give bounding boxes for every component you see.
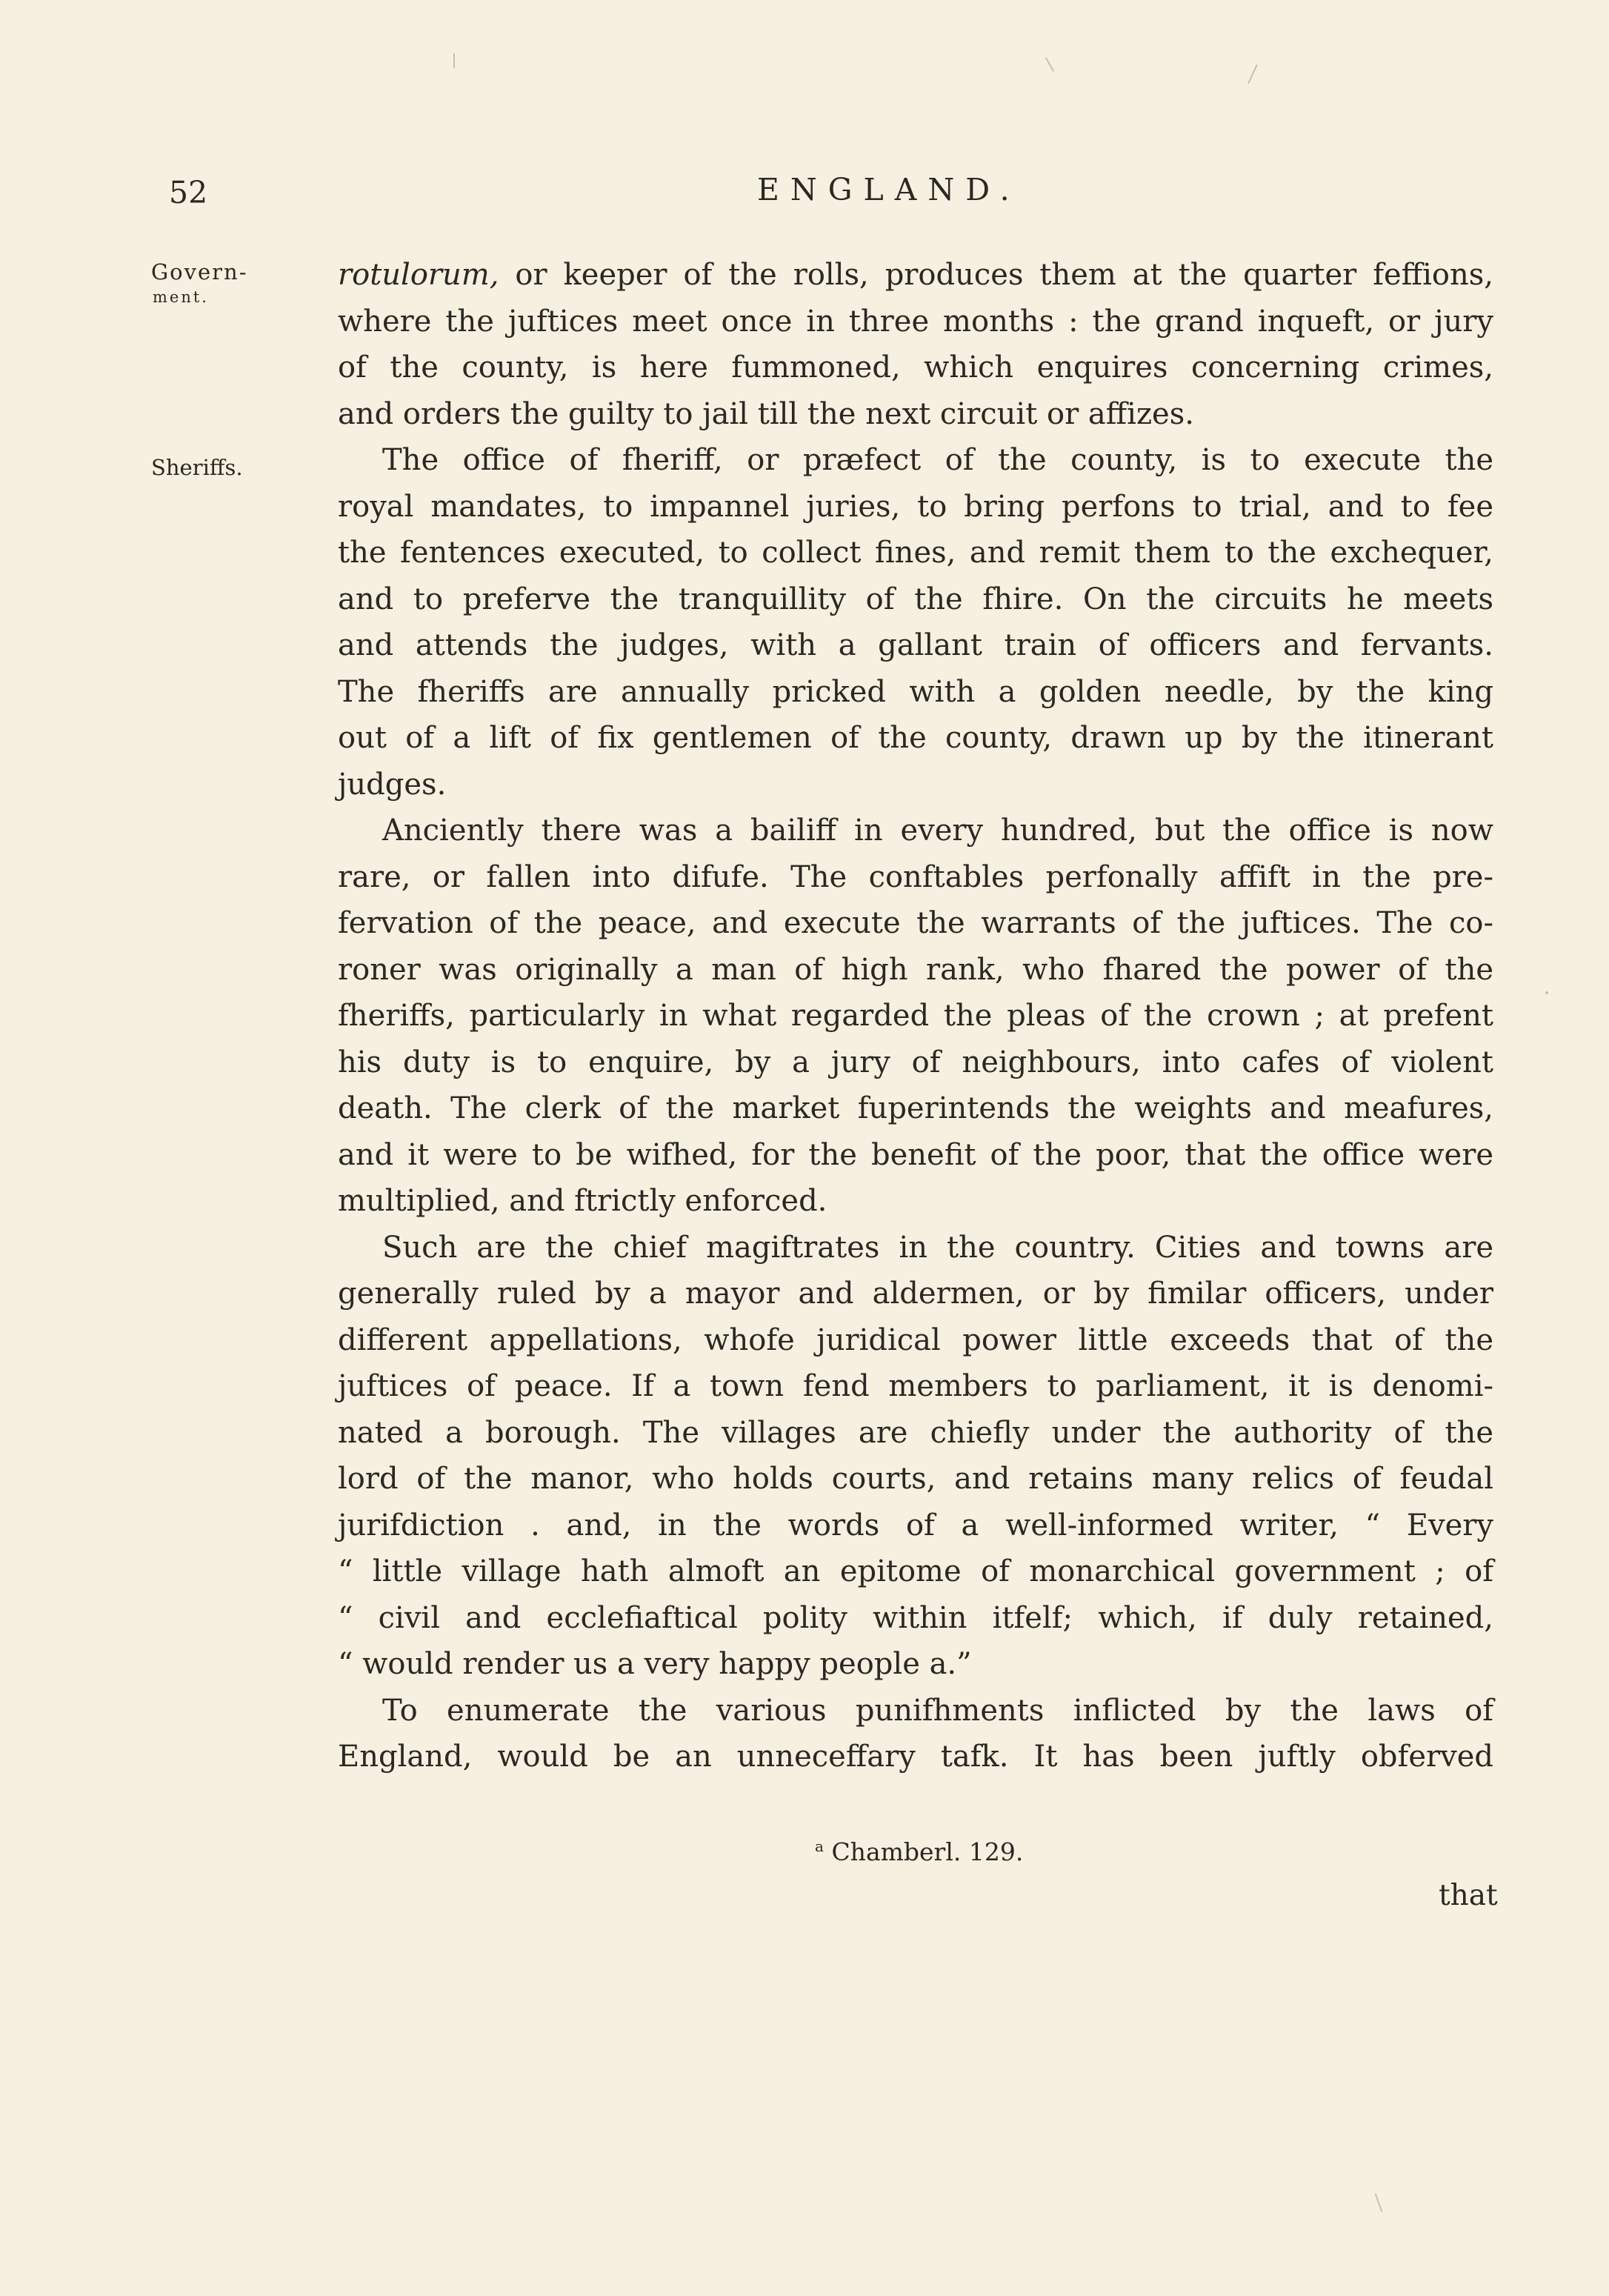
- text-line: [338, 1456, 1493, 1503]
- text-line: [338, 808, 1493, 854]
- text-line-content: multiplied, and ftrictly enforced.: [338, 1184, 827, 1218]
- text-line: [338, 1271, 1493, 1317]
- running-title: ENGLAND.: [757, 172, 1021, 207]
- text-line-content: England, would be an unneceffary tafk. It has been juftly obferved: [338, 1740, 1493, 1774]
- footnote-text: Chamberl. 129.: [831, 1837, 1024, 1866]
- page-number: 52: [169, 175, 208, 210]
- text-line-content: different appellations, whofe juridical power little exceeds that of the: [338, 1322, 1493, 1357]
- text-line: [338, 437, 1493, 484]
- text-line: [338, 900, 1493, 947]
- text-line-content: “ would render us a very happy people a.”: [338, 1647, 972, 1681]
- text-line-content: fervation of the peace, and execute the warrants of the juftices. The co-: [338, 906, 1493, 940]
- margin-note-government-line2: ment.: [153, 288, 209, 306]
- text-line-content: the fentences executed, to collect fines, and remit them to the exchequer,: [338, 536, 1493, 570]
- text-line: [338, 252, 1493, 299]
- text-line: [338, 1734, 1493, 1780]
- text-line: [338, 993, 1493, 1039]
- text-line-content: Anciently there was a bailiff in every hundred, but the office is now: [382, 813, 1493, 848]
- text-line: [338, 762, 1493, 808]
- text-line-content: “ civil and ecclefiaftical polity within itfelf; which, if duly retained,: [338, 1600, 1493, 1635]
- text-line-content: and it were to be wifhed, for the benefit of the poor, that the office were: [338, 1137, 1493, 1172]
- margin-note-government-line1: Govern-: [151, 259, 248, 284]
- text-line: [338, 345, 1493, 391]
- text-line: [338, 1688, 1493, 1734]
- italic-term: rotulorum,: [338, 258, 499, 292]
- text-line: [338, 299, 1493, 345]
- text-line-content: jurifdiction . and, in the words of a well-informed writer, “ Every: [338, 1508, 1493, 1543]
- text-line-content: and attends the judges, with a gallant train of officers and fervants.: [338, 628, 1493, 662]
- text-line-content: juftices of peace. If a town fend members to parliament, it is denomi-: [338, 1369, 1493, 1403]
- text-line-content: fheriffs, particularly in what regarded the pleas of the crown ; at prefent: [338, 999, 1493, 1033]
- text-line-content: of the county, is here fummoned, which enquires concerning crimes,: [338, 350, 1493, 385]
- text-line-content: To enumerate the various punifhments inflicted by the laws of: [382, 1693, 1493, 1728]
- text-line-content: roner was originally a man of high rank, who fhared the power of the: [338, 952, 1493, 987]
- paper-speck: [1045, 57, 1055, 72]
- paper-speck: [1545, 991, 1548, 994]
- text-line-content: where the juftices meet once in three months : the grand inqueft, or jury: [338, 304, 1493, 339]
- text-line: [338, 1225, 1493, 1271]
- text-line-content: Such are the chief magiftrates in the country. Cities and towns are: [382, 1230, 1493, 1265]
- text-line: [338, 715, 1493, 762]
- text-line-content: rare, or fallen into difufe. The conftables perfonally affift in the pre-: [338, 859, 1493, 894]
- text-line-content: The fheriffs are annually pricked with a golden needle, by the king: [338, 674, 1493, 709]
- text-line-content: “ little village hath almoft an epitome of monarchical government ; of: [338, 1554, 1493, 1588]
- text-line: [338, 1132, 1493, 1179]
- text-line-content: and orders the guilty to jail till the next circuit or affizes.: [338, 396, 1194, 431]
- text-line: [338, 1503, 1493, 1549]
- catchword: that: [1439, 1879, 1498, 1912]
- text-line: [338, 484, 1493, 530]
- text-line: [338, 1548, 1493, 1595]
- text-line-content: out of a lift of fix gentlemen of the county, drawn up by the itinerant: [338, 721, 1493, 755]
- text-line-content: death. The clerk of the market fuperintends the weights and meafures,: [338, 1091, 1493, 1125]
- text-line: [338, 1363, 1493, 1410]
- paper-speck: [453, 53, 455, 68]
- text-line-content: and to preferve the tranquillity of the fhire. On the circuits he meets: [338, 582, 1493, 616]
- text-line: [338, 1317, 1493, 1364]
- text-line: [338, 1410, 1493, 1457]
- text-line-content: lord of the manor, who holds courts, and retains many relics of feudal: [338, 1462, 1493, 1496]
- text-line: [338, 1595, 1493, 1642]
- text-line-content: his duty is to enquire, by a jury of neighbours, into cafes of violent: [338, 1045, 1493, 1079]
- text-line: [338, 391, 1493, 438]
- text-line: [338, 1085, 1493, 1132]
- text-line: [338, 854, 1493, 901]
- text-line: [338, 622, 1493, 669]
- text-line: [338, 1641, 1493, 1688]
- text-line: [338, 576, 1493, 623]
- paper-speck: [1375, 2193, 1383, 2212]
- body-text: [338, 252, 1493, 1780]
- text-line-content: nated a borough. The villages are chiefly under the authority of the: [338, 1415, 1493, 1450]
- footnote-mark: a: [815, 1837, 824, 1855]
- text-line-content: generally ruled by a mayor and aldermen, or by fimilar officers, under: [338, 1277, 1493, 1311]
- paper-speck: [1247, 64, 1258, 84]
- footnote: [815, 1837, 1023, 1866]
- text-line: [338, 947, 1493, 994]
- text-line-content: judges.: [338, 767, 447, 802]
- text-line: [338, 1039, 1493, 1086]
- text-line: [338, 669, 1493, 716]
- text-line-content: The office of fheriff, or præfect of the county, is to execute the: [382, 443, 1493, 477]
- text-line-content: or keeper of the rolls, produces them at the quarter feffions,: [499, 258, 1493, 292]
- text-line-content: royal mandates, to impannel juries, to bring perfons to trial, and to fee: [338, 489, 1493, 524]
- margin-note-government: [151, 261, 248, 308]
- margin-note-sheriffs: Sheriffs.: [151, 455, 243, 480]
- text-line: [338, 1178, 1493, 1225]
- text-line: [338, 530, 1493, 576]
